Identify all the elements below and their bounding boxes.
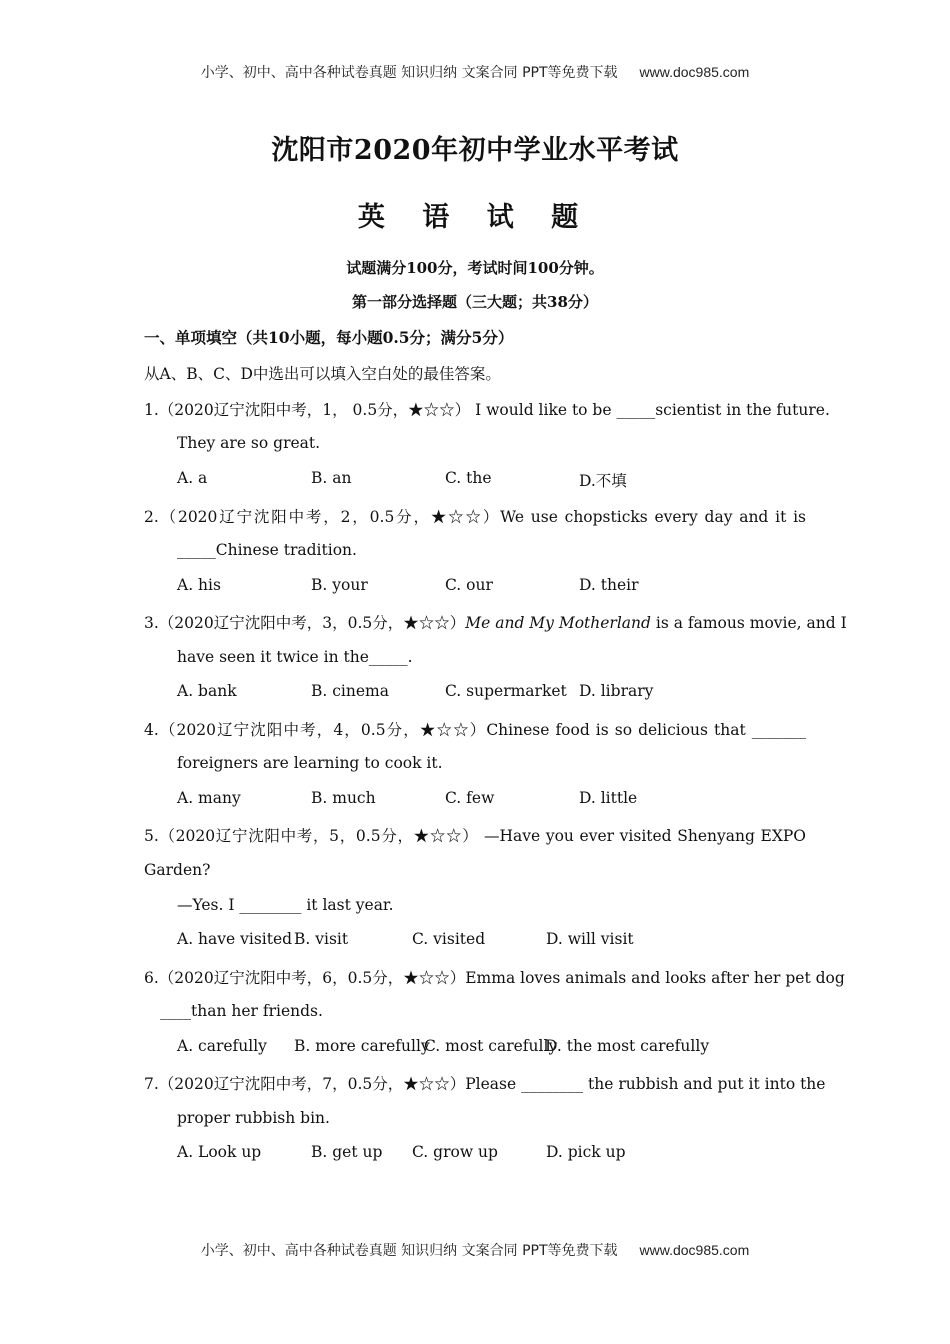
question-7-option-a[interactable]: A. Look up <box>177 1143 262 1161</box>
question-3-option-b[interactable]: B. cinema <box>311 682 389 700</box>
question-3-options <box>177 682 797 704</box>
question-4-option-b[interactable]: B. much <box>311 789 376 807</box>
question-5-option-c[interactable]: C. visited <box>412 930 486 948</box>
question-1-option-b[interactable]: B. an <box>311 469 352 487</box>
question-6-option-a[interactable]: A. carefully <box>177 1037 267 1055</box>
page-footer <box>0 1240 950 1260</box>
question-1-options <box>177 469 797 491</box>
question-4-stem: 4.（2020辽宁沈阳中考，4，0.5分，★☆☆）Chinese food is so delicious that _______ <box>144 721 806 739</box>
question-6-stem: 6.（2020辽宁沈阳中考，6，0.5分，★☆☆）Emma loves animals and looks after her pet dog <box>144 969 845 987</box>
exam-subtitle: 英 语 试 题 <box>357 202 593 233</box>
question-7-option-b[interactable]: B. get up <box>311 1143 383 1161</box>
question-1-option-c[interactable]: C. the <box>445 469 492 487</box>
question-4-options <box>177 789 797 811</box>
question-4-stem-cont: foreigners are learning to cook it. <box>177 754 443 772</box>
question-3-movie-title: Me and My Motherland <box>465 614 651 632</box>
question-4-option-a[interactable]: A. many <box>177 789 241 807</box>
question-6-options <box>177 1037 797 1059</box>
header-text: 小学、初中、高中各种试卷真题 知识归纳 文案合同 PPT等免费下载 <box>200 65 618 81</box>
question-6-stem-cont: ____than her friends. <box>160 1002 323 1020</box>
question-4-option-c[interactable]: C. few <box>445 789 495 807</box>
question-6-option-b[interactable]: B. more carefully <box>294 1037 430 1055</box>
question-1-option-a[interactable]: A. a <box>177 469 208 487</box>
question-3-stem-post: is a famous movie, and I <box>650 614 847 632</box>
question-6-option-c[interactable]: C. most carefully <box>424 1037 558 1055</box>
exam-info: 试题满分100分，考试时间100分钟。 <box>346 259 604 277</box>
footer-site-link[interactable]: www.doc985.com <box>639 1242 750 1258</box>
question-3-option-c[interactable]: C. supermarket <box>445 682 567 700</box>
question-3-option-d[interactable]: D. library <box>579 682 654 700</box>
question-1-stem: 1.（2020辽宁沈阳中考，1， 0.5分，★☆☆） I would like to be _____scientist in the future. <box>144 401 830 419</box>
page-header <box>0 62 950 82</box>
question-5-option-a[interactable]: A. have visited <box>177 930 293 948</box>
question-5-option-d[interactable]: D. will visit <box>546 930 634 948</box>
question-2-options <box>177 576 797 598</box>
question-7-options <box>177 1143 797 1165</box>
question-3-stem-pre: 3.（2020辽宁沈阳中考，3，0.5分，★☆☆） <box>144 614 466 632</box>
question-5-stem-cont: Garden? <box>144 861 211 879</box>
part1-heading: 第一部分选择题（三大题；共38分） <box>352 293 598 311</box>
question-1-option-d[interactable]: D.不填 <box>579 472 627 490</box>
instruction-text: 从A、B、C、D中选出可以填入空白处的最佳答案。 <box>144 365 501 383</box>
question-2-option-d[interactable]: D. their <box>579 576 639 594</box>
footer-text: 小学、初中、高中各种试卷真题 知识归纳 文案合同 PPT等免费下载 <box>200 1243 618 1259</box>
question-7-option-c[interactable]: C. grow up <box>412 1143 498 1161</box>
question-2-option-c[interactable]: C. our <box>445 576 493 594</box>
question-2-stem-cont: _____Chinese tradition. <box>177 541 357 559</box>
question-1-stem-cont: They are so great. <box>177 434 321 452</box>
question-5-dialogue: —Yes. I ________ it last year. <box>177 896 394 914</box>
question-5-stem: 5.（2020辽宁沈阳中考，5，0.5分，★☆☆） —Have you ever visited Shenyang EXPO <box>144 827 806 845</box>
question-2-stem: 2.（2020辽宁沈阳中考，2，0.5分，★☆☆）We use chopsticks every day and it is <box>144 508 806 526</box>
question-3-stem <box>144 611 847 633</box>
question-2-option-b[interactable]: B. your <box>311 576 368 594</box>
section1-heading: 一、单项填空（共10小题，每小题0.5分；满分5分） <box>144 328 514 347</box>
question-5-options <box>177 930 797 952</box>
question-7-option-d[interactable]: D. pick up <box>546 1143 626 1161</box>
question-6-option-d[interactable]: D. the most carefully <box>545 1037 710 1055</box>
question-3-stem-cont: have seen it twice in the_____. <box>177 648 413 666</box>
question-2-option-a[interactable]: A. his <box>177 576 221 594</box>
question-4-option-d[interactable]: D. little <box>579 789 638 807</box>
question-7-stem: 7.（2020辽宁沈阳中考，7，0.5分，★☆☆）Please ________ the rubbish and put it into the <box>144 1075 826 1093</box>
question-3-option-a[interactable]: A. bank <box>177 682 237 700</box>
header-site-link[interactable]: www.doc985.com <box>639 64 750 80</box>
question-5-option-b[interactable]: B. visit <box>294 930 349 948</box>
exam-title: 沈阳市2020年初中学业水平考试 <box>271 135 679 166</box>
question-7-stem-cont: proper rubbish bin. <box>177 1109 330 1127</box>
